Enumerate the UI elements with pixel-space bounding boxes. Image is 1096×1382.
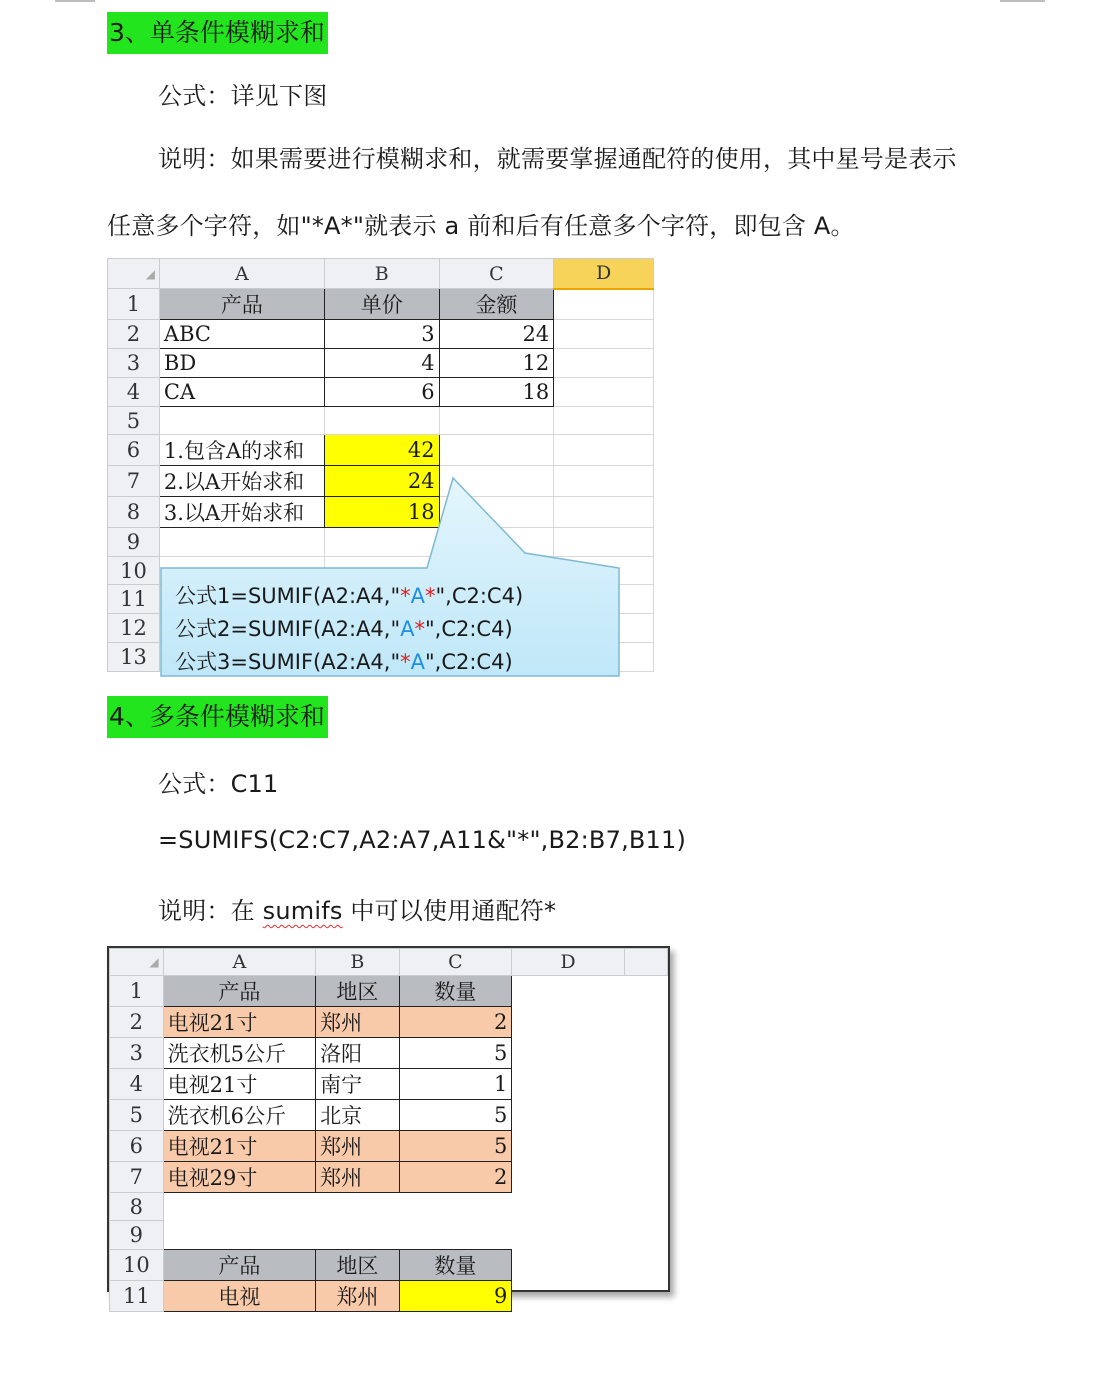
header-cell-product[interactable]: 产品 — [163, 976, 316, 1007]
table-row — [110, 1221, 668, 1250]
row-header[interactable]: 10 — [108, 557, 160, 585]
row-header[interactable]: 8 — [108, 497, 160, 528]
region-cell[interactable]: 郑州 — [316, 1162, 399, 1193]
empty-cell — [512, 1131, 624, 1162]
row-header[interactable]: 4 — [110, 1069, 164, 1100]
quantity-cell[interactable]: 2 — [399, 1162, 512, 1193]
quantity-cell[interactable]: 1 — [399, 1069, 512, 1100]
column-header-d[interactable]: D — [512, 949, 624, 976]
sheet1-screenshot — [107, 258, 654, 676]
row-header[interactable]: 12 — [108, 614, 160, 643]
product-cell[interactable]: CA — [159, 378, 324, 407]
section3-formula-line: 公式：详见下图 — [158, 82, 328, 110]
table-row — [110, 1069, 668, 1100]
header-cell-product[interactable]: 产品 — [159, 289, 324, 320]
summary-value-cell[interactable]: 24 — [324, 466, 439, 497]
empty-cell[interactable] — [163, 1193, 316, 1221]
column-header-b[interactable]: B — [324, 259, 439, 289]
column-header-b[interactable]: B — [316, 949, 399, 976]
empty-cell — [512, 1007, 624, 1038]
empty-cell — [512, 1281, 624, 1312]
amount-cell[interactable]: 12 — [439, 349, 554, 378]
table-row — [110, 1162, 668, 1193]
page-top-rule-left — [55, 0, 95, 2]
product-cell[interactable]: 电视21寸 — [163, 1131, 316, 1162]
row-header[interactable]: 5 — [110, 1100, 164, 1131]
row-header[interactable]: 10 — [110, 1250, 164, 1281]
empty-cell[interactable] — [399, 1193, 512, 1221]
callout-formula-2: 公式2=SUMIF(A2:A4,"A*",C2:C4) — [175, 617, 513, 641]
empty-cell — [512, 1038, 624, 1069]
row-header[interactable]: 1 — [108, 289, 160, 320]
empty-cell — [624, 1281, 667, 1312]
criteria-header-product[interactable]: 产品 — [163, 1250, 316, 1281]
quantity-cell[interactable]: 5 — [399, 1038, 512, 1069]
empty-cell — [624, 1038, 667, 1069]
summary-value-cell[interactable]: 42 — [324, 435, 439, 466]
row-header[interactable]: 7 — [108, 466, 160, 497]
product-cell[interactable]: BD — [159, 349, 324, 378]
section3-note-line2: 任意多个字符，如"*A*"就表示 a 前和后有任意多个字符，即包含 A。 — [107, 212, 855, 240]
empty-cell — [624, 1221, 667, 1250]
price-cell[interactable]: 3 — [324, 320, 439, 349]
sheet2-grid — [109, 948, 668, 1312]
page-top-rule-right — [1000, 0, 1045, 2]
criteria-region-cell[interactable]: 郑州 — [316, 1281, 399, 1312]
amount-cell[interactable]: 24 — [439, 320, 554, 349]
empty-cell[interactable] — [316, 1221, 399, 1250]
empty-cell[interactable] — [512, 1193, 624, 1221]
column-header-a[interactable]: A — [159, 259, 324, 289]
empty-cell[interactable] — [512, 976, 624, 1007]
empty-cell — [512, 1100, 624, 1131]
row-header[interactable]: 6 — [108, 435, 160, 466]
empty-cell[interactable] — [512, 1221, 624, 1250]
empty-cell — [624, 1162, 667, 1193]
row-header[interactable]: 4 — [108, 378, 160, 407]
column-header-c[interactable]: C — [439, 259, 554, 289]
callout-formula-1: 公式1=SUMIF(A2:A4,"*A*",C2:C4) — [175, 584, 524, 608]
header-cell-region[interactable]: 地区 — [316, 976, 399, 1007]
callout-formula-3: 公式3=SUMIF(A2:A4,"*A",C2:C4) — [175, 650, 513, 674]
product-cell[interactable]: 电视29寸 — [163, 1162, 316, 1193]
section3-note-line1: 说明：如果需要进行模糊求和，就需要掌握通配符的使用，其中星号是表示 — [158, 145, 957, 173]
row-header[interactable]: 2 — [110, 1007, 164, 1038]
row-header[interactable]: 3 — [108, 349, 160, 378]
sheet2-screenshot — [107, 946, 670, 1309]
row-header[interactable]: 11 — [108, 585, 160, 614]
product-cell[interactable]: 电视21寸 — [163, 1069, 316, 1100]
row-header[interactable]: 5 — [108, 407, 160, 435]
empty-cell — [512, 1250, 624, 1281]
empty-cell — [512, 1069, 624, 1100]
row-header[interactable]: 6 — [110, 1131, 164, 1162]
empty-cell — [624, 1250, 667, 1281]
table-row — [110, 1100, 668, 1131]
row-header[interactable]: 11 — [110, 1281, 164, 1312]
section3-heading: 3、单条件模糊求和 — [107, 12, 328, 54]
empty-cell — [512, 1162, 624, 1193]
row-header[interactable]: 9 — [110, 1221, 164, 1250]
region-cell[interactable]: 南宁 — [316, 1069, 399, 1100]
empty-cell — [624, 1131, 667, 1162]
column-header-a[interactable]: A — [163, 949, 316, 976]
quantity-cell[interactable]: 5 — [399, 1100, 512, 1131]
product-cell[interactable]: ABC — [159, 320, 324, 349]
empty-cell — [624, 1100, 667, 1131]
empty-cell[interactable] — [316, 1193, 399, 1221]
header-cell-amount[interactable]: 金额 — [439, 289, 554, 320]
price-cell[interactable]: 6 — [324, 378, 439, 407]
criteria-product-cell[interactable]: 电视 — [163, 1281, 316, 1312]
price-cell[interactable]: 4 — [324, 349, 439, 378]
criteria-header-quantity[interactable]: 数量 — [399, 1250, 512, 1281]
table-row — [110, 976, 668, 1007]
quantity-cell[interactable]: 5 — [399, 1131, 512, 1162]
row-header[interactable]: 3 — [110, 1038, 164, 1069]
row-header[interactable]: 1 — [110, 976, 164, 1007]
section4-formula-line: 公式：C11 — [158, 770, 279, 798]
empty-cell[interactable] — [399, 1221, 512, 1250]
table-row — [110, 1038, 668, 1069]
column-header-e[interactable] — [624, 949, 667, 976]
amount-cell[interactable]: 18 — [439, 378, 554, 407]
empty-cell — [624, 976, 667, 1007]
row-header[interactable]: 8 — [110, 1193, 164, 1221]
section4-note-line: 说明：在 sumifs 中可以使用通配符* — [158, 897, 557, 925]
summary-value-cell[interactable]: 18 — [324, 497, 439, 528]
section4-heading: 4、多条件模糊求和 — [107, 696, 328, 738]
empty-cell — [624, 1069, 667, 1100]
empty-cell — [624, 1007, 667, 1038]
empty-cell[interactable] — [163, 1221, 316, 1250]
header-cell-price[interactable]: 单价 — [324, 289, 439, 320]
header-cell-quantity[interactable]: 数量 — [399, 976, 512, 1007]
table-row — [110, 1250, 668, 1281]
summary-label-cell[interactable]: 2.以A开始求和 — [159, 466, 324, 497]
column-header-row — [110, 949, 668, 976]
criteria-header-region[interactable]: 地区 — [316, 1250, 399, 1281]
table-row — [110, 1281, 668, 1312]
summary-label-cell[interactable]: 1.包含A的求和 — [159, 435, 324, 466]
select-all-corner[interactable]: ◢ — [108, 259, 160, 289]
product-cell[interactable]: 洗衣机5公斤 — [163, 1038, 316, 1069]
product-cell[interactable]: 洗衣机6公斤 — [163, 1100, 316, 1131]
table-row — [110, 1007, 668, 1038]
column-header-d[interactable]: D — [554, 259, 654, 289]
sumifs-keyword: sumifs — [262, 897, 343, 925]
row-header[interactable]: 9 — [108, 528, 160, 557]
empty-cell — [624, 1193, 667, 1221]
quantity-cell[interactable]: 2 — [399, 1007, 512, 1038]
column-header-c[interactable]: C — [399, 949, 512, 976]
row-header[interactable]: 7 — [110, 1162, 164, 1193]
region-cell[interactable]: 郑州 — [316, 1007, 399, 1038]
product-cell[interactable]: 电视21寸 — [163, 1007, 316, 1038]
region-cell[interactable]: 洛阳 — [316, 1038, 399, 1069]
select-all-corner[interactable]: ◢ — [110, 949, 164, 976]
table-row — [110, 1131, 668, 1162]
row-header[interactable]: 13 — [108, 643, 160, 672]
row-header[interactable]: 2 — [108, 320, 160, 349]
region-cell[interactable]: 北京 — [316, 1100, 399, 1131]
summary-label-cell[interactable]: 3.以A开始求和 — [159, 497, 324, 528]
region-cell[interactable]: 郑州 — [316, 1131, 399, 1162]
section4-formula-expression: =SUMIFS(C2:C7,A2:A7,A11&"*",B2:B7,B11) — [158, 826, 687, 854]
result-quantity-cell[interactable]: 9 — [399, 1281, 512, 1312]
table-row — [110, 1193, 668, 1221]
